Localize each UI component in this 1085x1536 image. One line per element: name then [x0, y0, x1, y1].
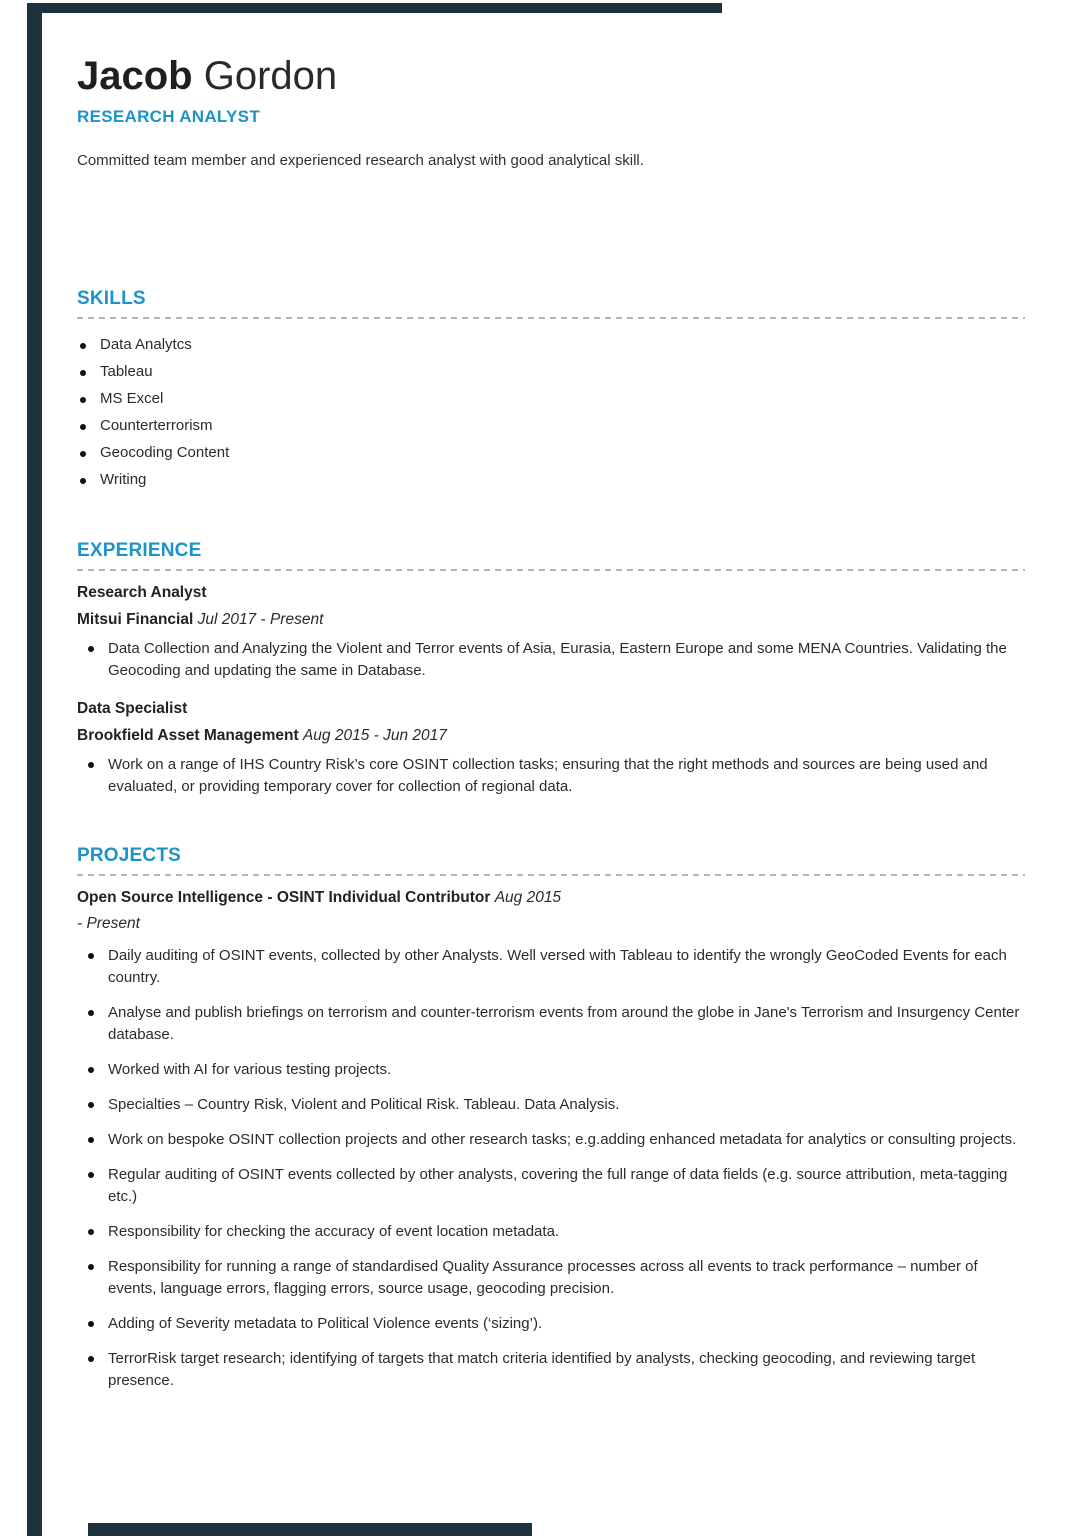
bullet-icon [88, 1229, 94, 1235]
skill-label: Geocoding Content [100, 444, 230, 461]
bullet-icon [88, 1264, 94, 1270]
project-bullet-text: Responsibility for checking the accuracy of event location metadata. [108, 1223, 560, 1240]
summary-text: Committed team member and experienced research analyst with good analytical skill. [77, 152, 644, 169]
candidate-job-title: RESEARCH ANALYST [77, 107, 261, 126]
bullet-icon [80, 397, 86, 403]
bullet-icon [80, 424, 86, 430]
job-bullet-list [77, 754, 1025, 798]
project-bullet [77, 1256, 1025, 1300]
job-bullet-text: Work on a range of IHS Country Risk’s core OSINT collection tasks; ensuring that the right methods and sources are being used and evaluated, or providing temporary cover for collection of regional data. [108, 756, 988, 795]
job-company-line [77, 727, 1025, 745]
job-bullet-list [77, 638, 1025, 682]
bullet-icon [80, 343, 86, 349]
candidate-first-name: Jacob [77, 54, 193, 98]
project-bullet-text: TerrorRisk target research; identifying of targets that match criteria identified by analysts, checking geocoding, and reviewing target presence. [108, 1350, 976, 1389]
project-bullet-text: Responsibility for running a range of standardised Quality Assurance processes across all events to track performance – number of events, language errors, flagging errors, source usage, geocoding precision. [108, 1258, 978, 1297]
experience-entry [77, 700, 1025, 798]
job-role: Data Specialist [77, 700, 188, 717]
project-bullet-text: Daily auditing of OSINT events, collected by other Analysts. Well versed with Tableau to identify the wrongly GeoCoded Events for each country. [108, 947, 1007, 986]
bullet-icon [88, 1067, 94, 1073]
project-bullet-list [77, 945, 1025, 1392]
experience-heading: EXPERIENCE [77, 540, 202, 561]
candidate-name [77, 54, 1025, 98]
skill-item [77, 331, 1025, 358]
job-bullet-text: Data Collection and Analyzing the Violent and Terror events of Asia, Eurasia, Eastern Europe and some MENA Countries. Validating the Geocoding and updating the same in Database. [108, 640, 1007, 679]
skills-heading: SKILLS [77, 288, 146, 309]
skill-label: Data Analytcs [100, 336, 192, 353]
project-title-line [77, 889, 1025, 907]
job-bullet [77, 754, 1025, 798]
section-projects [77, 845, 1025, 1392]
projects-heading: PROJECTS [77, 845, 182, 866]
skill-item [77, 385, 1025, 412]
project-bullet-text: Adding of Severity metadata to Political Violence events (‘sizing’). [108, 1315, 543, 1332]
job-dates: Aug 2015 - Jun 2017 [302, 727, 447, 744]
bullet-icon [88, 1321, 94, 1327]
project-bullet [77, 1129, 1025, 1151]
project-bullet [77, 1221, 1025, 1243]
skills-list [77, 331, 1025, 493]
project-bullet [77, 1348, 1025, 1392]
project-title: Open Source Intelligence - OSINT Individual Contributor [77, 889, 491, 906]
project-dates: Aug 2015 [494, 889, 562, 906]
resume-page [77, 0, 1025, 1405]
project-bullet-text: Specialties – Country Risk, Violent and Political Risk. Tableau. Data Analysis. [108, 1096, 620, 1113]
section-experience [77, 540, 1025, 798]
skill-label: MS Excel [100, 390, 164, 407]
skill-item [77, 358, 1025, 385]
skill-label: Counterterrorism [100, 417, 213, 434]
skill-item [77, 466, 1025, 493]
section-divider [77, 569, 1025, 571]
bullet-icon [88, 1172, 94, 1178]
section-divider [77, 317, 1025, 319]
bullet-icon [80, 451, 86, 457]
project-bullet [77, 1059, 1025, 1081]
skill-label: Tableau [100, 363, 153, 380]
job-company: Mitsui Financial [77, 611, 194, 628]
candidate-last-name: Gordon [203, 54, 338, 98]
job-bullet [77, 638, 1025, 682]
bullet-icon [88, 953, 94, 959]
experience-entry [77, 584, 1025, 682]
project-bullet-text: Work on bespoke OSINT collection projects and other research tasks; e.g.adding enhanced metadata for analytics or consulting projects. [108, 1131, 1017, 1148]
project-bullet [77, 945, 1025, 989]
bullet-icon [80, 478, 86, 484]
project-bullet [77, 1164, 1025, 1208]
bullet-icon [88, 646, 94, 652]
section-skills [77, 288, 1025, 493]
skill-label: Writing [100, 471, 147, 488]
section-divider [77, 874, 1025, 876]
bullet-icon [88, 1102, 94, 1108]
project-bullet [77, 1313, 1025, 1335]
bullet-icon [88, 1137, 94, 1143]
bullet-icon [88, 762, 94, 768]
job-company-line [77, 611, 1025, 629]
job-dates: Jul 2017 - Present [197, 611, 324, 628]
job-role: Research Analyst [77, 584, 207, 601]
project-bullet-text: Regular auditing of OSINT events collected by other analysts, covering the full range of data fields (e.g. source attribution, meta-tagging etc.) [108, 1166, 1008, 1205]
skill-item [77, 439, 1025, 466]
page-border-bottom-bar [88, 1523, 532, 1536]
bullet-icon [88, 1010, 94, 1016]
project-bullet [77, 1094, 1025, 1116]
bullet-icon [80, 370, 86, 376]
skill-item [77, 412, 1025, 439]
job-company: Brookfield Asset Management [77, 727, 299, 744]
bullet-icon [88, 1356, 94, 1362]
project-bullet [77, 1002, 1025, 1046]
project-dates-continued: - Present [77, 915, 140, 932]
page-border-left-bar [27, 3, 42, 1536]
project-bullet-text: Worked with AI for various testing projects. [108, 1061, 392, 1078]
project-bullet-text: Analyse and publish briefings on terrorism and counter-terrorism events from around the globe in Jane's Terrorism and Insurgency Center database. [108, 1004, 1020, 1043]
